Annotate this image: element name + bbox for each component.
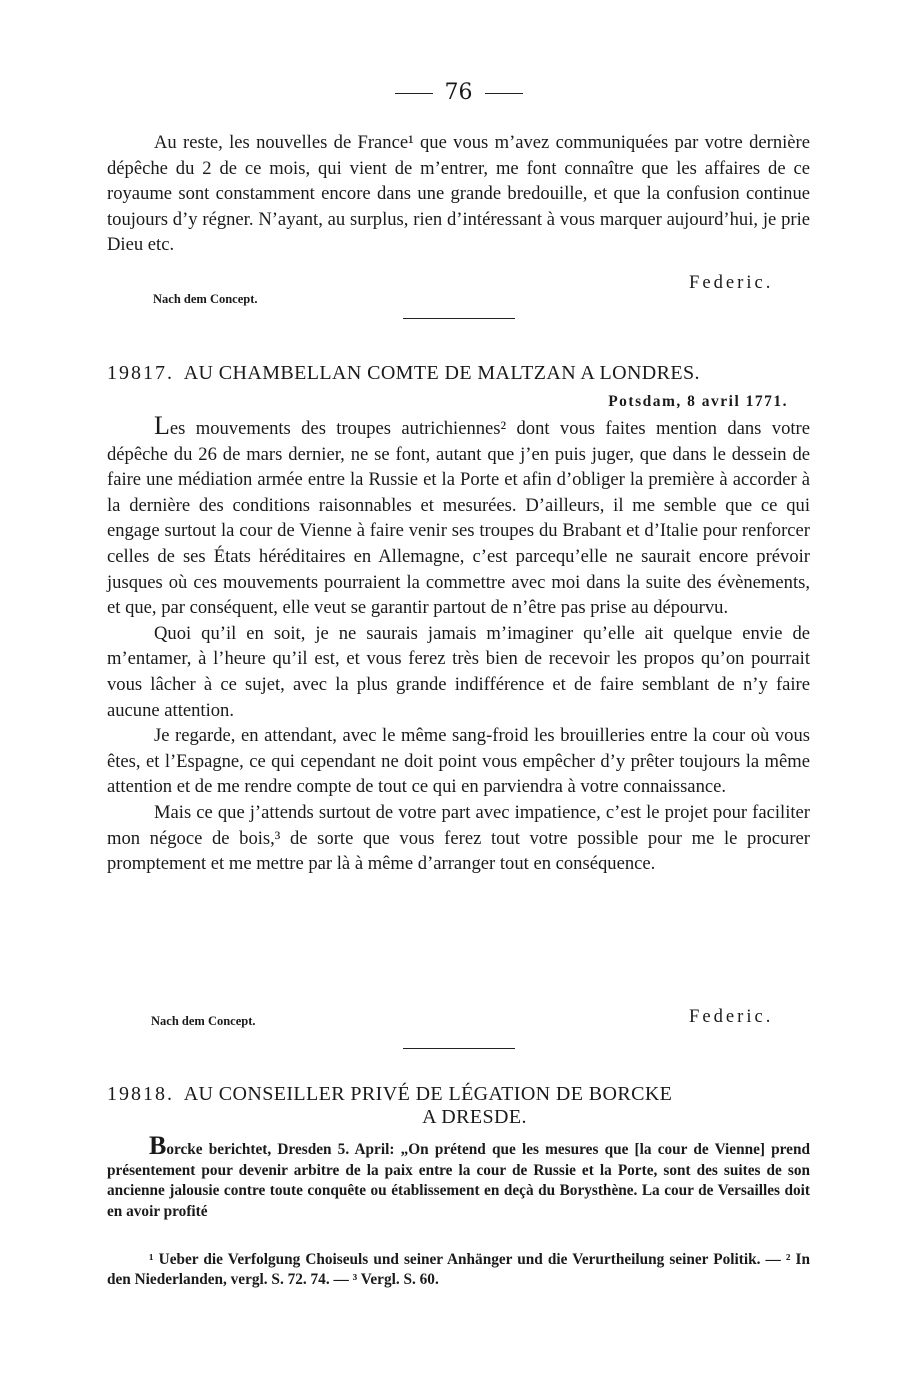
letter-title: AU CONSEILLER PRIVÉ DE LÉGATION DE BORCKE — [183, 1083, 673, 1105]
letter-title-line2: A DRESDE. — [422, 1106, 527, 1128]
section-divider — [403, 1048, 515, 1049]
signature: Federic. — [689, 1006, 774, 1027]
paragraph-text: es mouvements des troupes autrichiennes² dont vous faites mention dans votre dépêche du 26 de mars dernier, ne se font, autant que j’en puis juger, que dans le dessein de faire une médiation armée entre la Russie et la Porte et afin d’obliger la première à accorder à la dernière des conditions raisonnables et mesurées. D’ailleurs, il me semble que ce qui engage surtout la cour de Vienne à faire venir ses troupes du Brabant et d’Italie pour renforcer celles de ses États héréditaires en Allemagne, c’est parcequ’elle ne saurait encore prévoir jusques où ces mouvements pourraient la commettre avec moi dans la suite des évènements, et que, par conséquent, elle veut se garantir partout de n’être pas prise au dépourvu. — [107, 418, 810, 619]
signature: Federic. — [689, 272, 774, 293]
footnotes — [107, 1250, 810, 1290]
letter-body — [107, 411, 810, 877]
summary-block — [107, 1131, 810, 1222]
letter-paragraph: Quoi qu’il en soit, je ne saurais jamais m’imaginer qu’elle ait quelque envie de m’entamer, à l’heure qu’il est, et vous ferez très bien de recevoir les propos qu’on pourrait vous lâcher à ce sujet, avec la plus grande indifférence et de faire semblant de n’y faire aucune attention. — [107, 622, 810, 721]
letter-paragraph — [107, 411, 810, 621]
drop-cap: B — [149, 1131, 167, 1160]
letter-paragraph: Je regarde, en attendant, avec le même sang-froid les brouilleries entre la cour où vous êtes, et l’Espagne, ce qui cependant ne doit point vous empêcher d’y prêter toujours la même attention et de me rendre compte de tout ce qui en parviendra à votre connaissance. — [107, 725, 810, 798]
summary-text: orcke berichtet, Dresden 5. April: „On prétend que les mesures que [la cour de Vienne] prend présentement pour devenir arbitre de la paix entre la cour de Russie et la Porte, sont des suites de son ancienne jalousie contre toute conquête ou établissement en deçà du Borysthène. La cour de Versailles doit en avoir profité — [107, 1141, 810, 1220]
continuation-letter — [107, 130, 810, 258]
footnote-text: ¹ Ueber die Verfolgung Choiseuls und seiner Anhänger und die Verurtheilung seiner Politik. — ² In den Niederlanden, vergl. S. 72. 74. — ³ Vergl. S. 60. — [107, 1251, 810, 1288]
header-dash-right — [485, 93, 523, 94]
letter-heading — [107, 362, 700, 385]
section-divider — [403, 318, 515, 319]
continuation-paragraph: Au reste, les nouvelles de France¹ que vous m’avez communiquées par votre dernière dépêche du 2 de ce mois, qui vient de m’entrer, me font connaître que les affaires de ce royaume sont constamment encore dans une grande bredouille, et que la confusion continue toujours d’y régner. N’ayant, au surplus, rien d’intéressant à vous marquer aujourd’hui, je prie Dieu etc. — [107, 132, 810, 256]
document-page — [107, 0, 810, 1392]
summary-paragraph — [107, 1131, 810, 1222]
letter-heading — [107, 1083, 672, 1106]
source-note: Nach dem Concept. — [153, 292, 258, 306]
dateline: Potsdam, 8 avril 1771. — [608, 393, 788, 410]
header-dash-left — [395, 93, 433, 94]
letter-paragraph: Mais ce que j’attends surtout de votre part avec impatience, c’est le projet pour faciliter mon négoce de bois,³ de sorte que vous ferez tout votre possible pour me le procurer promptement et me mettre par là à même d’arranger tout en conséquence. — [107, 801, 810, 875]
source-note: Nach dem Concept. — [151, 1014, 256, 1028]
letter-number: 19818. — [107, 1083, 174, 1105]
letter-title: AU CHAMBELLAN COMTE DE MALTZAN A LONDRES. — [183, 362, 700, 384]
page-header — [107, 80, 810, 105]
drop-cap: L — [154, 411, 170, 440]
page-number: 76 — [444, 80, 473, 105]
letter-number: 19817. — [107, 362, 174, 384]
